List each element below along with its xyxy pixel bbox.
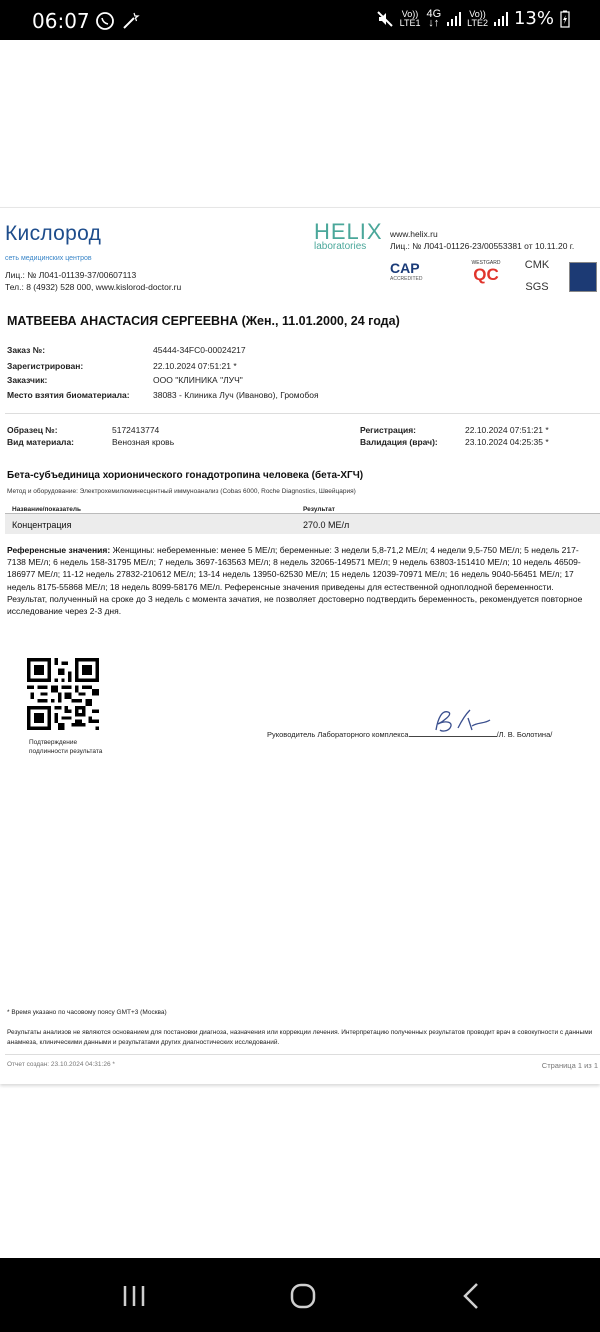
order-value-3: 38083 - Клиника Луч (Иваново), Громобоя [153, 390, 319, 400]
order-label-1: Зарегистрирован: [7, 361, 84, 371]
battery-percent: 13% [513, 8, 554, 29]
viber-icon [95, 11, 115, 31]
signature-role: Руководитель Лабораторного комплекса [267, 730, 409, 739]
kislorod-subtitle: сеть медицинских центров [5, 255, 92, 262]
divider [5, 413, 600, 414]
reference-values [7, 544, 595, 617]
order-value-2: ООО "КЛИНИКА "ЛУЧ" [153, 375, 243, 385]
sample-value: 5172413774 [112, 425, 160, 435]
column-header-result: Результат [303, 506, 335, 513]
mute-icon [376, 10, 394, 28]
order-value-1: 22.10.2024 07:51:21 * [153, 361, 237, 371]
registration-label: Регистрация: [360, 425, 417, 435]
order-label-3: Место взятия биоматериала: [7, 390, 130, 400]
lab-report-document[interactable] [0, 207, 600, 1084]
cmk-sgs-logo: CMK SGS [524, 259, 550, 293]
iso-badge-logo [569, 262, 597, 292]
footer-divider [5, 1054, 600, 1055]
order-label-2: Заказчик: [7, 375, 48, 385]
status-time: 06:07 [32, 9, 90, 33]
certification-logos [390, 258, 600, 294]
helix-license: Лиц.: № Л041-01126-23/00553381 от 10.11.20 г. [390, 241, 575, 251]
verification-caption: Подтверждение подлинности результата [29, 739, 103, 755]
helix-subtitle: laboratories [314, 241, 367, 252]
material-label: Вид материала: [7, 437, 75, 447]
lte1-indicator: Vo)) LTE1 [399, 8, 421, 28]
helix-logo: HELIX [314, 219, 383, 244]
material-value: Венозная кровь [112, 437, 175, 447]
validation-label: Валидация (врач): [360, 437, 438, 447]
lte2-indicator: Vo)) LTE2 [467, 8, 488, 28]
order-label-0: Заказ №: [7, 345, 46, 355]
result-value: 270.0 МЕ/л [303, 520, 350, 530]
home-icon[interactable] [278, 1276, 328, 1316]
helix-website: www.helix.ru [390, 229, 438, 239]
qr-code[interactable] [27, 658, 99, 730]
reference-label: Референсные значения: [7, 545, 111, 555]
signal-bars-1-icon [447, 12, 461, 26]
signature-name: /Л. В. Болотина/ [496, 730, 553, 739]
timezone-note: * Время указано по часовому поясу GMT+3 (Москва) [7, 1009, 167, 1016]
column-header-name: Название/показатель [12, 506, 82, 513]
back-icon[interactable] [447, 1276, 497, 1316]
disclaimer: Результаты анализов не являются основанием для постановки диагноза, назначения или коррекции лечения. Интерпретацию полученных результатов проводит врач в совокупности с данными анамнеза, клиническими данными и результатами других диагностических исследований. [7, 1029, 593, 1046]
status-notification-icons [95, 10, 140, 31]
result-name: Концентрация [12, 520, 72, 530]
order-value-0: 45444-34FC0-00024217 [153, 345, 246, 355]
page-number: Страница 1 из 1 [541, 1061, 598, 1070]
navigation-bar [0, 1258, 600, 1332]
reference-text: Женщины: небеременные: менее 5 МЕ/л; беременные: 3 недели 5,8-71,2 МЕ/л; 4 недели 9,5-750 МЕ/л; 5 недель 217-7138 МЕ/л; 6 недель 158-31795 МЕ/л; 7 недель 3697-163563 МЕ/л; 8 недель 32065-149571 МЕ/л; 9 недель 63803-151410 МЕ/л; 10 недель 46509-186977 МЕ/л; 11-12 недель 27832-210612 МЕ/л; 13-14 недель 13950-62530 МЕ/л; 15 недель 12039-70971 МЕ/л; 16 недель 9040-56451 МЕ/л; 17 недель 8175-55868 МЕ/л; 18 недель 8099-58176 МЕ/л. Референсные значения приведены для естественной одноплодной беременности. Результат, полученный на сроке до 3 недель с момента зачатия, не позволяет достоверно подтвердить беременность, рекомендуется повторное исследование через 2-3 дня. [7, 545, 583, 617]
report-created: Отчет создан: 23.10.2024 04:31:26 * [7, 1061, 115, 1068]
cap-accredited-logo: CAP ACCREDITED [390, 260, 423, 282]
kislorod-license: Лиц.: № Л041-01139-37/00607113 [5, 270, 137, 280]
patient-title: МАТВЕЕВА АНАСТАСИЯ СЕРГЕЕВНА (Жен., 11.01.2000, 24 года) [7, 314, 400, 328]
status-right-icons [376, 8, 570, 29]
battery-charging-icon [560, 10, 570, 28]
recent-apps-icon[interactable] [109, 1276, 159, 1316]
handwritten-signature [428, 706, 498, 736]
signal-bars-2-icon [494, 12, 508, 26]
test-title: Бета-субъединица хорионического гонадотропина человека (бета-ХГЧ) [7, 470, 364, 481]
kislorod-contacts: Тел.: 8 (4932) 528 000, www.kislorod-doctor.ru [5, 282, 182, 292]
westgard-qc-logo: WESTGARD QC [471, 260, 501, 284]
registration-value: 22.10.2024 07:51:21 * [465, 425, 549, 435]
network-gen-indicator: 4G ↓↑ [426, 7, 442, 29]
status-bar [0, 0, 600, 40]
validation-value: 23.10.2024 04:25:35 * [465, 437, 549, 447]
sample-label: Образец №: [7, 425, 58, 435]
test-method: Метод и оборудование: Электрохемилюминесцентный иммуноанализ (Cobas 6000, Roche Diagnostics, Швейцария) [7, 488, 356, 495]
magic-wand-icon [120, 11, 140, 31]
kislorod-logo: Кислород [5, 222, 102, 245]
signature-line [267, 730, 552, 739]
